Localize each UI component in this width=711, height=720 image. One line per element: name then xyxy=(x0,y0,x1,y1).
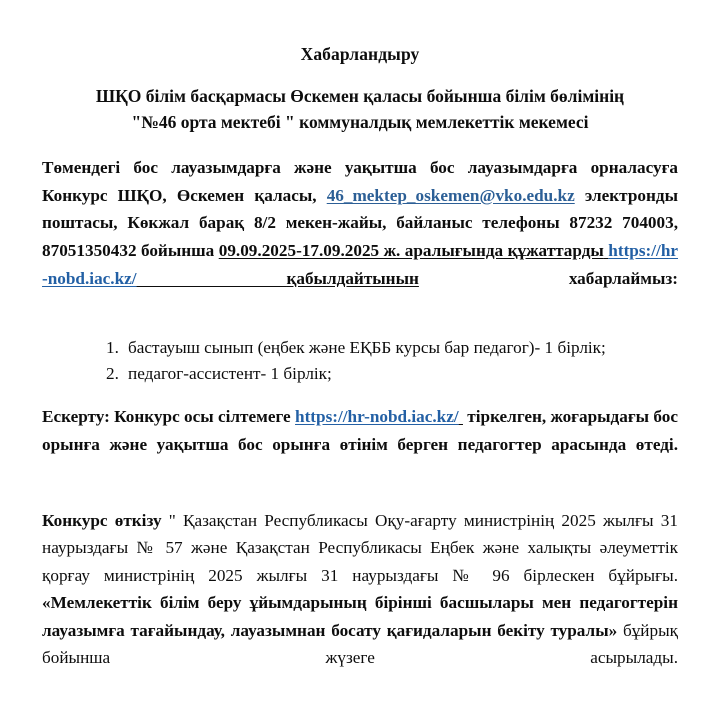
vacancy-text-1: бастауыш сынып (еңбек және ЕҚББ курсы бар педагог)- 1 бірлік; xyxy=(128,337,606,357)
organization-heading-line-1: ШҚО білім басқармасы Өскемен қаласы бойынша білім бөлімінің xyxy=(95,85,625,106)
hr-nobd-link-note[interactable]: https://hr-nobd.iac.kz/ xyxy=(295,407,459,427)
vacancy-text-2: педагог-ассистент- 1 бірлік; xyxy=(128,363,332,383)
order-bold-intro: Конкурс өткізу xyxy=(42,510,162,530)
organization-heading-line-2: "№46 орта мектебі " коммуналдық мемлекеттік мекемесі xyxy=(131,111,589,132)
order-text-part-1: " Қазақстан Республикасы Оқу-ағарту министрінің 2025 жылғы 31 наурыздағы № 57 және Қазақстан Республикасы Еңбек және халықты әлеуметтік қорғау министрінің 2025 жылғы 31 наурыздағы № 96 бірлескен бұйрығы. xyxy=(42,510,678,585)
note-text-part-2: тіркелген, жоғарыдағы бос орынға және уақытша бос орынға өтінім берген педагогтер арасында өтеді. xyxy=(42,407,678,454)
note-text-part-1: Конкурс осы сілтемеге xyxy=(109,407,296,427)
application-dates-underlined: 09.09.2025-17.09.2025 ж. аралығында құжаттарды xyxy=(218,241,604,261)
note-label: Ескерту: xyxy=(42,407,110,427)
order-paragraph xyxy=(42,507,678,700)
order-decree-title: «Мемлекеттік білім беру ұйымдарының бірінші басшылары мен педагогтерін лауазымға тағайындау, лауазымнан босату қағидаларын бекіту туралы» xyxy=(42,593,678,640)
intro-text-part-4: хабарлаймыз: xyxy=(418,269,678,289)
hr-nobd-link-intro[interactable]: https://hr-nobd.iac.kz/ xyxy=(42,241,679,289)
vacancy-number-1: 1. xyxy=(106,337,119,357)
underline-gap-2 xyxy=(137,269,287,288)
order-text-part-2: бұйрық бойынша жүзеге асырылады. xyxy=(42,620,678,668)
intro-text-part-1: Төмендегі бос лауазымдарға және уақытша бос лауазымдарға орналасуға Конкурс ШҚО, Өскемен қаласы, xyxy=(42,157,678,205)
list-item xyxy=(106,361,678,387)
note-paragraph xyxy=(42,403,678,487)
intro-text-part-2: электронды поштасы, Көкжал барақ 8/2 мекен-жайы, байланыс телефоны 87232 704003, 87051350432 бойынша xyxy=(42,185,678,261)
announcement-intro-paragraph xyxy=(42,154,678,321)
list-item xyxy=(106,335,678,361)
accepting-documents-underlined: қабылдайтынын xyxy=(286,269,419,289)
organization-heading xyxy=(42,84,678,136)
email-link[interactable]: 46_mektep_oskemen@vko.edu.kz xyxy=(326,185,575,205)
page-title: Хабарландыру xyxy=(300,44,420,64)
vacancy-list xyxy=(42,335,678,387)
vacancy-number-2: 2. xyxy=(106,363,119,383)
